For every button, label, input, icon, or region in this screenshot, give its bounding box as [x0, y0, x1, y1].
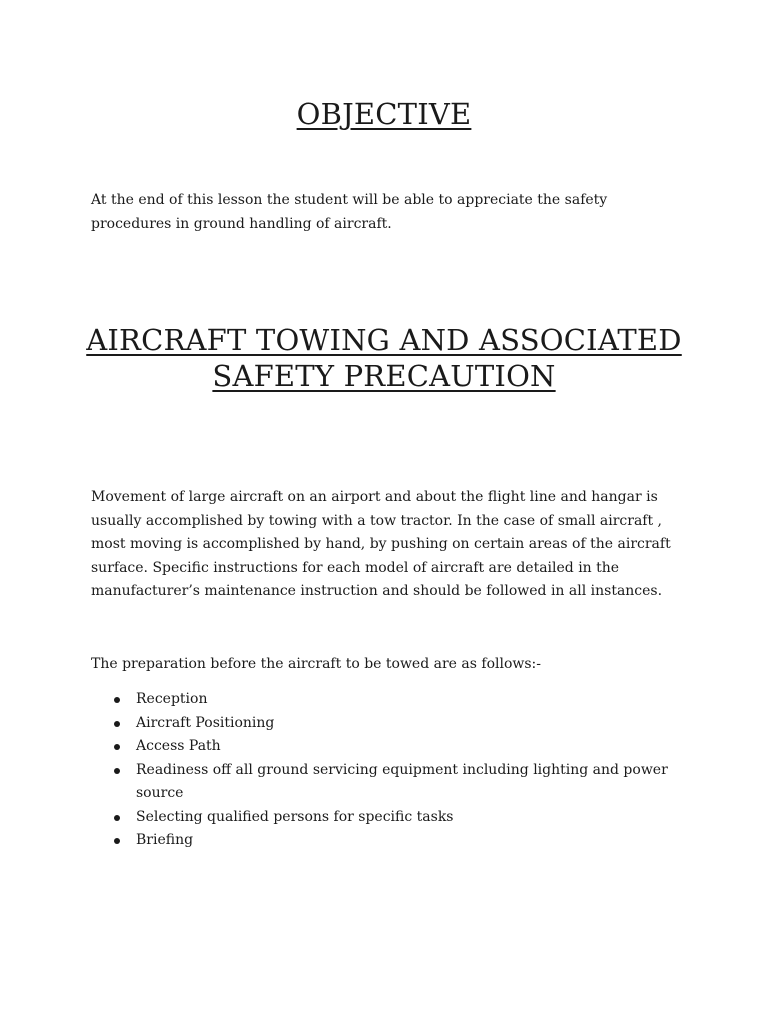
list-item: [91, 688, 691, 712]
bullet-icon: [114, 815, 120, 821]
list-item-text: Selecting qualified persons for specific tasks: [136, 808, 454, 825]
towing-heading: [0, 322, 768, 394]
list-item-text: Briefing: [136, 832, 194, 848]
list-item: [91, 759, 691, 806]
towing-paragraph: Movement of large aircraft on an airport and about the flight line and hangar is usually accomplished by towing with a tow tractor. In the case of small aircraft , most moving is accomplished by hand, by pushing on certain areas of the aircraft surface. Specific instructions for each model of aircraft are detailed in the manufacturer’s maintenance instruction and should be followed in all instances.: [91, 489, 671, 599]
list-item-text: Readiness off all ground servicing equipment including lighting and power source: [136, 761, 668, 801]
list-item-text: Reception: [136, 691, 208, 707]
preparation-intro: The preparation before the aircraft to be towed are as follows:-: [91, 656, 541, 672]
objective-paragraph: At the end of this lesson the student will be able to appreciate the safety procedures in ground handling of aircraft.: [91, 192, 608, 232]
objective-heading: OBJECTIVE: [296, 97, 472, 131]
list-item: [91, 712, 691, 736]
preparation-list: [91, 688, 691, 853]
list-item: [91, 829, 691, 853]
list-item-text: Aircraft Positioning: [136, 714, 275, 731]
towing-heading-line-2: SAFETY PRECAUTION: [212, 359, 556, 393]
bullet-icon: [114, 768, 120, 774]
bullet-icon: [114, 744, 120, 750]
bullet-icon: [114, 697, 120, 703]
bullet-icon: [114, 838, 120, 844]
bullet-icon: [114, 721, 120, 727]
list-item-text: Access Path: [136, 738, 221, 754]
list-item: [91, 806, 691, 830]
list-item: [91, 735, 691, 759]
towing-heading-line-1: AIRCRAFT TOWING AND ASSOCIATED: [86, 323, 682, 357]
